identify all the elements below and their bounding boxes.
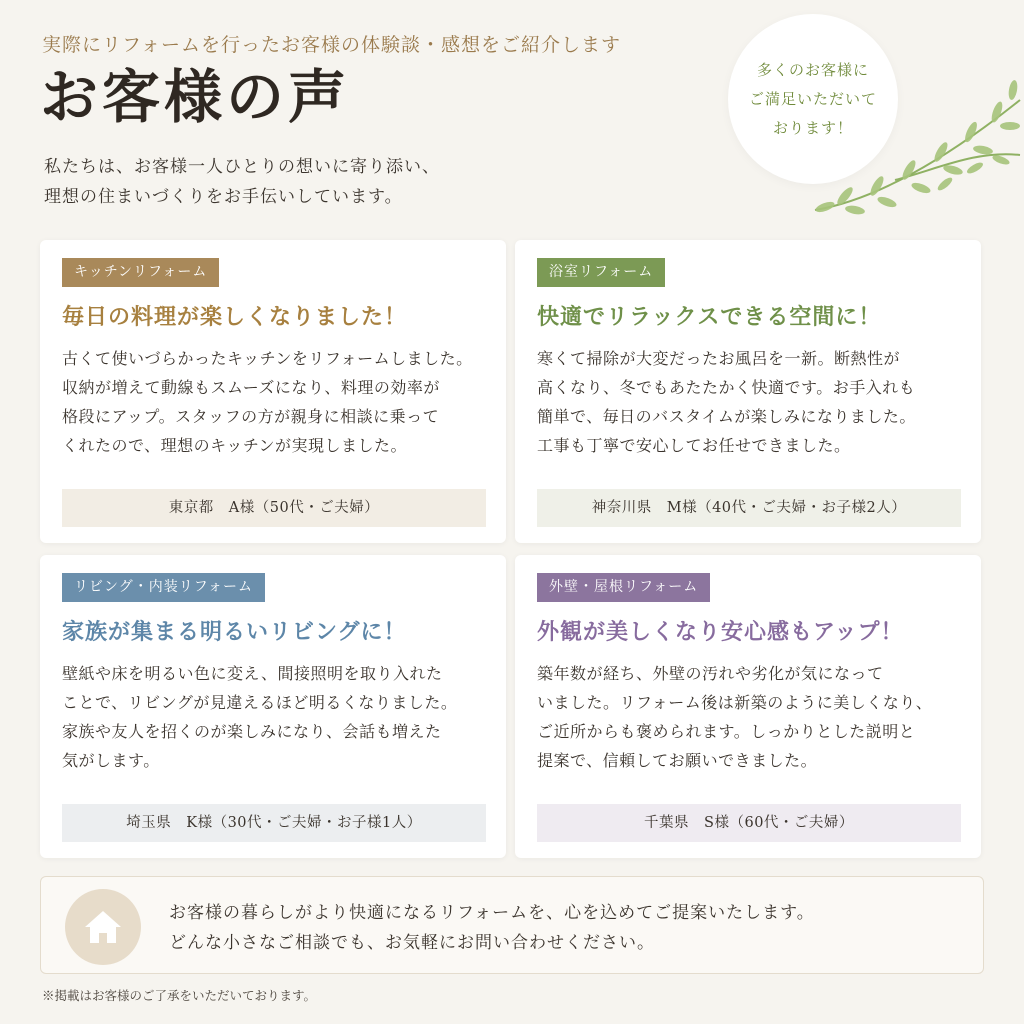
page-eyebrow: 実際にリフォームを行ったお客様の体験談・感想をご紹介します [42,34,622,56]
body-line: 収納が増えて動線もスムーズになり、料理の効率が [62,378,440,397]
body-line: 簡単で、毎日のバスタイムが楽しみになりました。 [537,407,916,426]
leaf-branch-icon [805,60,1024,240]
customer-info: 埼玉県 K様（30代・ご夫婦・お子様1人） [62,804,486,842]
body-line: 格段にアップ。スタッフの方が親身に相談に乗って [62,407,440,426]
body-line: 壁紙や床を明るい色に変え、間接照明を取り入れた [62,664,443,683]
bubble-line: ご満足いただいて [748,89,877,108]
banner-line: どんな小さなご相談でも、お気軽にお問い合わせください。 [169,933,655,953]
body-line: いました。リフォーム後は新築のように美しくなり、 [537,693,933,712]
testimonial-body [62,344,492,460]
category-tag: リビング・内装リフォーム [62,573,265,602]
body-line: 家族や友人を招くのが楽しみになり、会話も増えた [62,722,442,741]
intro-line: 私たちは、お客様一人ひとりの想いに寄り添い、 [44,157,440,177]
body-line: ご近所からも褒められます。しっかりとした説明と [537,722,916,741]
testimonial-card-exterior [515,555,981,858]
body-line: 古くて使いづらかったキッチンをリフォームしました。 [62,349,473,368]
testimonial-card-kitchen [40,240,506,543]
contact-banner [40,876,984,974]
house-icon [65,889,141,965]
body-line: ことで、リビングが見違えるほど明るくなりました。 [62,693,458,712]
testimonial-body [537,344,967,460]
testimonial-title: 外観が美しくなり安心感もアップ！ [537,619,904,645]
body-line: 気がします。 [62,751,160,770]
body-line: 寒くて掃除が大変だったお風呂を一新。断熱性が [537,349,901,368]
bubble-line: おります！ [772,118,853,137]
customer-info: 東京都 A様（50代・ご夫婦） [62,489,486,527]
testimonial-title: 家族が集まる明るいリビングに！ [62,619,407,645]
testimonial-title: 快適でリラックスできる空間に！ [537,304,882,330]
footnote: ※掲載はお客様のご了承をいただいております。 [42,988,317,1003]
category-tag: キッチンリフォーム [62,258,219,287]
body-line: 提案で、信頼してお願いできました。 [537,751,818,770]
page-title: お客様の声 [40,63,351,131]
testimonial-card-bath [515,240,981,543]
testimonial-body [62,659,492,775]
body-line: 築年数が経ち、外壁の汚れや劣化が気になって [537,664,884,683]
testimonial-body [537,659,967,775]
testimonial-title: 毎日の料理が楽しくなりました！ [62,304,408,330]
category-tag: 外壁・屋根リフォーム [537,573,710,602]
intro-text [44,152,440,212]
bubble-line: 多くのお客様に [756,60,869,79]
body-line: 工事も丁寧で安心してお任せできました。 [537,436,851,455]
body-line: くれたので、理想のキッチンが実現しました。 [62,436,408,455]
intro-line: 理想の住まいづくりをお手伝いしています。 [44,187,403,207]
banner-message [169,898,815,958]
customer-info: 千葉県 S様（60代・ご夫婦） [537,804,961,842]
banner-line: お客様の暮らしがより快適になるリフォームを、心を込めてご提案いたします。 [169,903,815,923]
category-tag: 浴室リフォーム [537,258,665,287]
body-line: 高くなり、冬でもあたたかく快適です。お手入れも [537,378,916,397]
testimonial-card-living [40,555,506,858]
customer-info: 神奈川県 M様（40代・ご夫婦・お子様2人） [537,489,961,527]
